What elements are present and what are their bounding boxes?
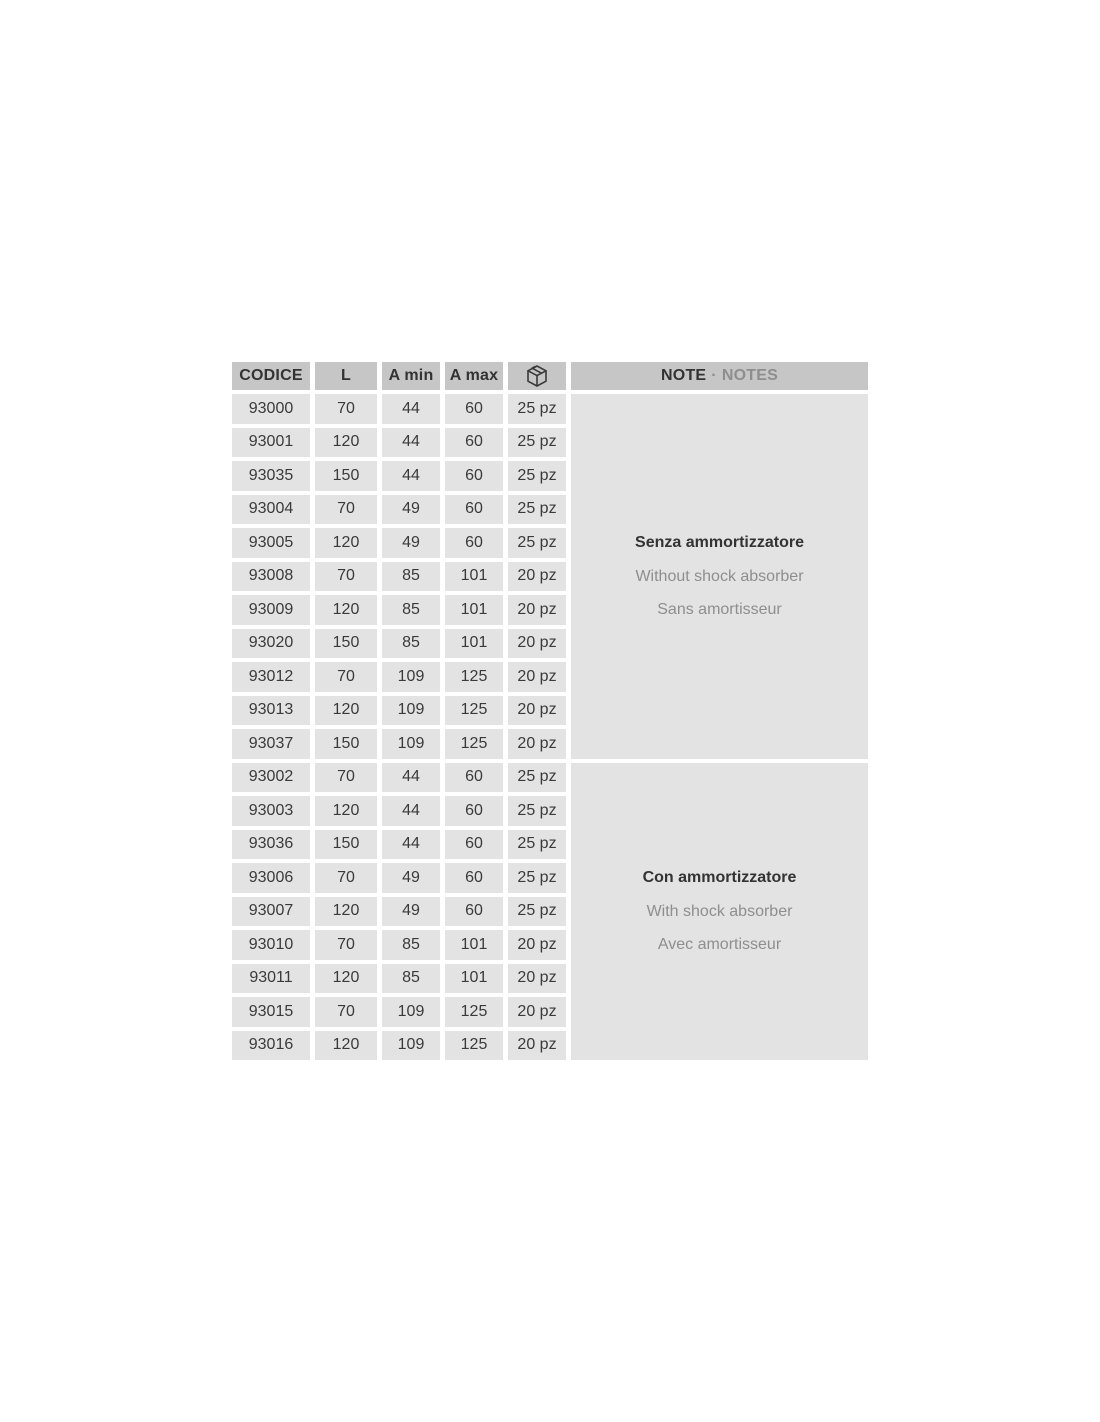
cell-codice: 93013 xyxy=(232,696,310,726)
cell-qty: 20 pz xyxy=(508,964,566,994)
cell-l: 120 xyxy=(315,796,377,826)
cell-a-max: 125 xyxy=(445,997,503,1027)
cell-a-min: 85 xyxy=(382,562,440,592)
cell-codice: 93008 xyxy=(232,562,310,592)
product-table-wrap xyxy=(232,362,868,1060)
cell-l: 70 xyxy=(315,394,377,424)
cell-l: 120 xyxy=(315,428,377,458)
cell-l: 120 xyxy=(315,964,377,994)
package-icon xyxy=(524,363,550,390)
cell-a-min: 44 xyxy=(382,394,440,424)
cell-l: 70 xyxy=(315,662,377,692)
note-text-it: Senza ammortizzatore xyxy=(635,534,804,551)
cell-a-min: 109 xyxy=(382,729,440,759)
cell-l: 120 xyxy=(315,897,377,927)
cell-qty: 25 pz xyxy=(508,428,566,458)
cell-codice: 93035 xyxy=(232,461,310,491)
cell-a-max: 60 xyxy=(445,897,503,927)
cell-qty: 25 pz xyxy=(508,763,566,793)
col-header-a-min: A min xyxy=(382,362,440,390)
cell-codice: 93005 xyxy=(232,528,310,558)
cell-l: 120 xyxy=(315,528,377,558)
cell-codice: 93006 xyxy=(232,863,310,893)
cell-l: 150 xyxy=(315,830,377,860)
cell-l: 70 xyxy=(315,562,377,592)
note-header-secondary: NOTES xyxy=(721,367,778,384)
cell-a-max: 101 xyxy=(445,629,503,659)
cell-qty: 25 pz xyxy=(508,830,566,860)
cell-qty: 25 pz xyxy=(508,528,566,558)
col-header-a-max: A max xyxy=(445,362,503,390)
cell-a-max: 60 xyxy=(445,495,503,525)
note-header-primary: NOTE xyxy=(661,367,707,384)
cell-a-min: 44 xyxy=(382,428,440,458)
cell-l: 70 xyxy=(315,763,377,793)
cell-l: 70 xyxy=(315,863,377,893)
cell-qty: 20 pz xyxy=(508,595,566,625)
cell-a-max: 60 xyxy=(445,528,503,558)
cell-a-max: 101 xyxy=(445,595,503,625)
note-text-fr: Sans amortisseur xyxy=(657,601,782,618)
cell-a-min: 49 xyxy=(382,897,440,927)
cell-a-max: 60 xyxy=(445,763,503,793)
cell-a-max: 60 xyxy=(445,796,503,826)
cell-l: 120 xyxy=(315,1031,377,1061)
cell-a-min: 49 xyxy=(382,495,440,525)
cell-a-min: 109 xyxy=(382,1031,440,1061)
note-group-with-shock-absorber xyxy=(571,763,868,1061)
cell-a-max: 125 xyxy=(445,729,503,759)
col-header-qty xyxy=(508,362,566,390)
cell-l: 150 xyxy=(315,629,377,659)
cell-l: 120 xyxy=(315,595,377,625)
cell-a-max: 125 xyxy=(445,1031,503,1061)
product-table xyxy=(232,362,868,1060)
note-text-fr: Avec amortisseur xyxy=(657,936,782,953)
cell-codice: 93001 xyxy=(232,428,310,458)
cell-codice: 93037 xyxy=(232,729,310,759)
cell-a-min: 109 xyxy=(382,696,440,726)
cell-qty: 25 pz xyxy=(508,863,566,893)
cell-l: 150 xyxy=(315,461,377,491)
cell-qty: 20 pz xyxy=(508,562,566,592)
cell-codice: 93016 xyxy=(232,1031,310,1061)
cell-a-max: 125 xyxy=(445,696,503,726)
cell-qty: 25 pz xyxy=(508,394,566,424)
cell-codice: 93036 xyxy=(232,830,310,860)
cell-qty: 25 pz xyxy=(508,461,566,491)
cell-codice: 93020 xyxy=(232,629,310,659)
cell-qty: 20 pz xyxy=(508,930,566,960)
note-text-en: Without shock absorber xyxy=(635,567,804,585)
cell-a-min: 49 xyxy=(382,528,440,558)
cell-l: 150 xyxy=(315,729,377,759)
cell-a-min: 49 xyxy=(382,863,440,893)
cell-a-max: 101 xyxy=(445,930,503,960)
cell-qty: 20 pz xyxy=(508,729,566,759)
cell-a-min: 109 xyxy=(382,997,440,1027)
cell-a-min: 109 xyxy=(382,662,440,692)
cell-codice: 93015 xyxy=(232,997,310,1027)
cell-l: 70 xyxy=(315,495,377,525)
cell-codice: 93000 xyxy=(232,394,310,424)
cell-qty: 20 pz xyxy=(508,1031,566,1061)
col-header-notes xyxy=(571,362,868,390)
cell-codice: 93012 xyxy=(232,662,310,692)
cell-qty: 25 pz xyxy=(508,796,566,826)
cell-a-max: 60 xyxy=(445,394,503,424)
cell-a-max: 60 xyxy=(445,863,503,893)
cell-a-min: 85 xyxy=(382,595,440,625)
cell-a-max: 101 xyxy=(445,562,503,592)
note-group-without-shock-absorber xyxy=(571,394,868,759)
cell-codice: 93004 xyxy=(232,495,310,525)
cell-a-max: 60 xyxy=(445,830,503,860)
cell-l: 70 xyxy=(315,997,377,1027)
cell-a-min: 44 xyxy=(382,461,440,491)
cell-codice: 93002 xyxy=(232,763,310,793)
note-text-it: Con ammortizzatore xyxy=(642,869,797,886)
col-header-codice: CODICE xyxy=(232,362,310,390)
cell-a-max: 60 xyxy=(445,428,503,458)
cell-a-min: 44 xyxy=(382,830,440,860)
cell-a-max: 125 xyxy=(445,662,503,692)
cell-codice: 93009 xyxy=(232,595,310,625)
cell-qty: 25 pz xyxy=(508,897,566,927)
cell-l: 70 xyxy=(315,930,377,960)
cell-codice: 93011 xyxy=(232,964,310,994)
col-header-l: L xyxy=(315,362,377,390)
cell-qty: 20 pz xyxy=(508,629,566,659)
cell-qty: 20 pz xyxy=(508,662,566,692)
cell-qty: 20 pz xyxy=(508,997,566,1027)
cell-a-max: 101 xyxy=(445,964,503,994)
cell-a-min: 85 xyxy=(382,629,440,659)
cell-l: 120 xyxy=(315,696,377,726)
cell-a-min: 44 xyxy=(382,796,440,826)
note-header-separator: · xyxy=(711,367,717,384)
cell-a-min: 85 xyxy=(382,964,440,994)
cell-codice: 93003 xyxy=(232,796,310,826)
cell-codice: 93007 xyxy=(232,897,310,927)
note-text-en: With shock absorber xyxy=(646,902,793,920)
cell-qty: 25 pz xyxy=(508,495,566,525)
cell-a-min: 85 xyxy=(382,930,440,960)
cell-qty: 20 pz xyxy=(508,696,566,726)
cell-a-min: 44 xyxy=(382,763,440,793)
cell-codice: 93010 xyxy=(232,930,310,960)
cell-a-max: 60 xyxy=(445,461,503,491)
